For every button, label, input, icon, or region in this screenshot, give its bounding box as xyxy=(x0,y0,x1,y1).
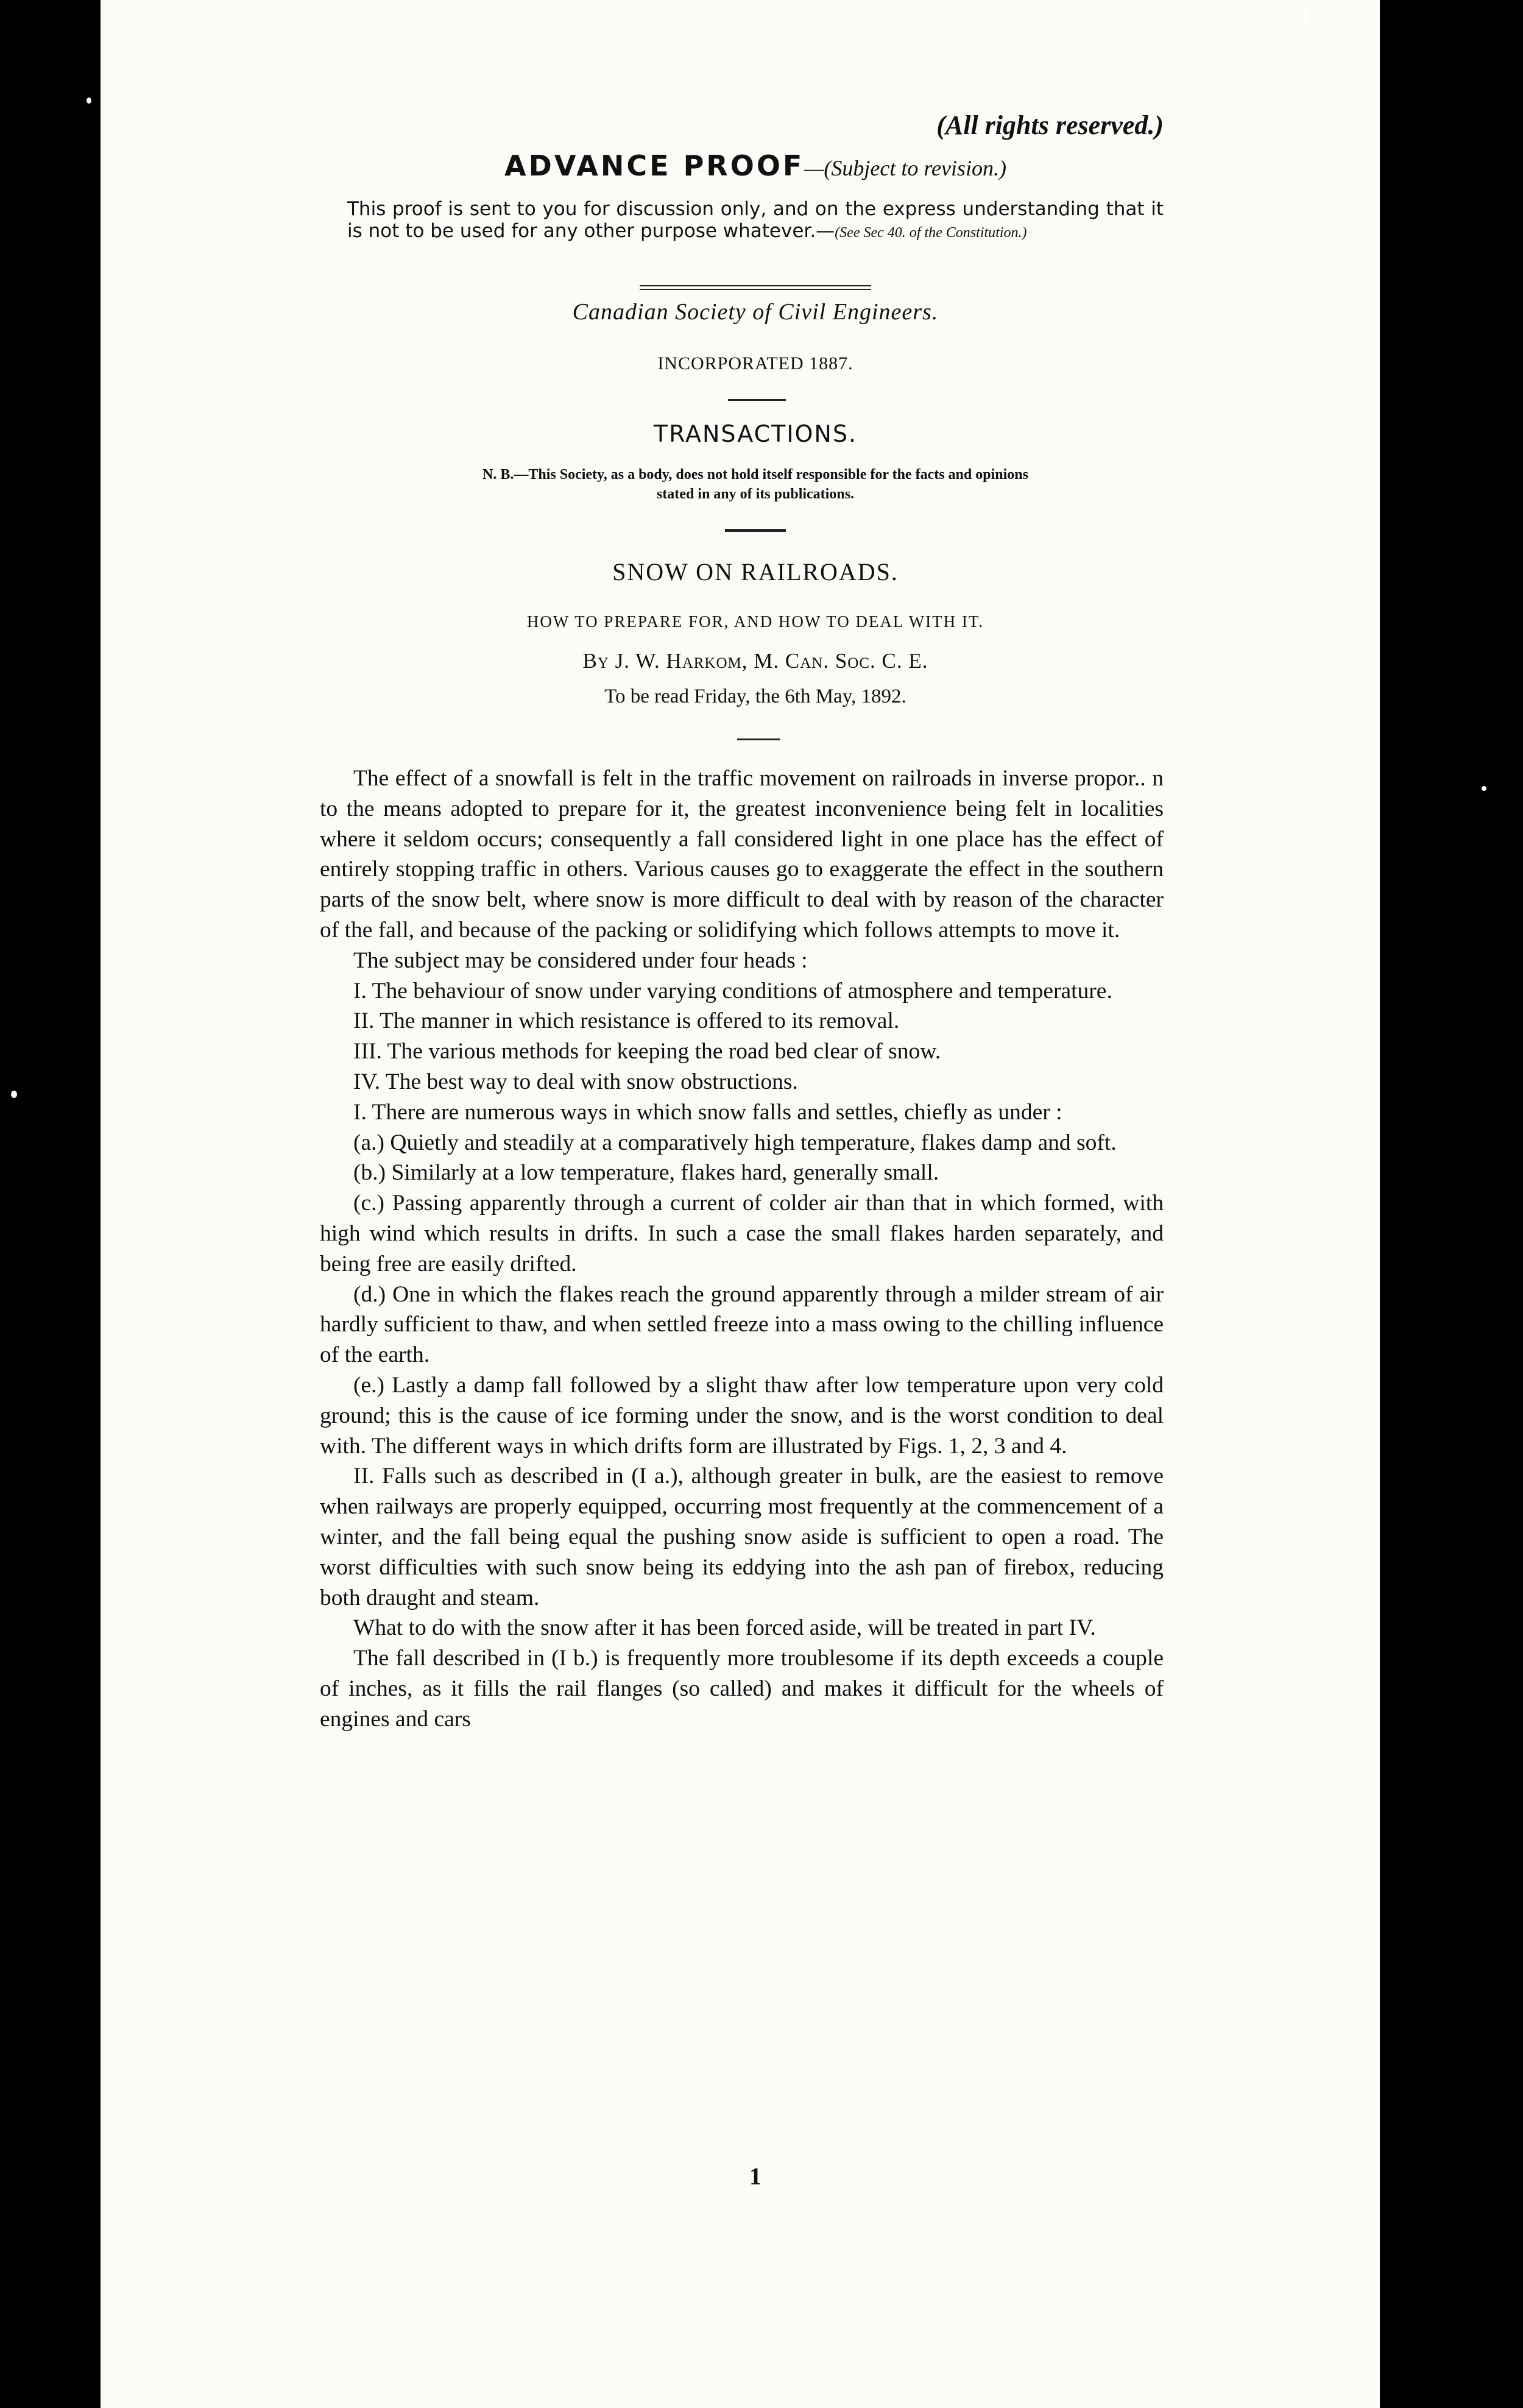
nb-disclaimer-line-2: stated in any of its publications. xyxy=(656,486,855,502)
paragraph: I. There are numerous ways in which snow falls and settles, chiefly as under : xyxy=(353,1099,1062,1125)
incorporated-line: INCORPORATED 1887. xyxy=(657,353,853,374)
paragraph: (c.) Passing apparently through a current of colder air than that in which formed, with high wind which results in drifts. In such a case the small flakes harden separately, and being free are easily drifted. xyxy=(320,1191,1164,1277)
transactions-heading: TRANSACTIONS. xyxy=(653,420,858,447)
advance-proof-title: ADVANCE PROOF xyxy=(504,149,805,182)
short-rule-1 xyxy=(728,399,786,401)
scan-speck xyxy=(87,97,91,104)
society-name: Canadian Society of Civil Engineers. xyxy=(572,299,939,325)
paper-subtitle: HOW TO PREPARE FOR, AND HOW TO DEAL WITH IT. xyxy=(526,612,984,631)
paragraph: The fall described in (I b.) is frequently more troublesome if its depth exceeds a couple of inches, as it fills the rail flanges (so called) and makes it difficult for the wheels of engines and cars xyxy=(320,1646,1164,1732)
paragraph: (e.) Lastly a damp fall followed by a slight thaw after low temperature upon very cold ground; this is the cause of ice forming under the snow, and is the worst condition to deal with. The different ways in which drifts form are illustrated by Figs. 1, 2, 3 and 4. xyxy=(320,1372,1164,1459)
scan-speck xyxy=(1304,11,1307,21)
paragraph: (b.) Similarly at a low temperature, flakes hard, generally small. xyxy=(353,1160,939,1186)
short-rule-3 xyxy=(737,738,780,740)
advance-proof-subject: —(Subject to revision.) xyxy=(804,156,1006,180)
paragraph: The subject may be considered under four heads : xyxy=(353,947,808,973)
nb-disclaimer-line-1: N. B.—This Society, as a body, does not hold itself responsible for the facts and opinions xyxy=(482,467,1028,483)
paragraph: II. The manner in which resistance is offered to its removal. xyxy=(353,1008,900,1034)
paper-title: SNOW ON RAILROADS. xyxy=(612,558,899,586)
paragraph: II. Falls such as described in (I a.), although greater in bulk, are the easiest to remove when railways are properly equipped, occurring most frequently at the commencement of a winter, and the fall being equal the pushing snow aside is sufficient to open a road. The worst difficulties with such snow being its eddying into the ash pan of firebox, reducing both draught and steam. xyxy=(320,1464,1164,1610)
paragraph: What to do with the snow after it has been forced aside, will be treated in part IV. xyxy=(353,1615,1096,1641)
paragraph: IV. The best way to deal with snow obstructions. xyxy=(353,1069,798,1094)
paper-byline: By J. W. Harkom, M. Can. Soc. C. E. xyxy=(582,649,928,673)
paragraph: (d.) One in which the flakes reach the ground apparently through a milder stream of air hardly sufficient to thaw, and when settled freeze into a mass owing to the chilling influence of the earth. xyxy=(320,1281,1164,1368)
constitution-reference: (See Sec 40. of the Constitution.) xyxy=(835,225,1027,241)
body-text xyxy=(320,763,1164,1735)
paragraph: I. The behaviour of snow under varying conditions of atmosphere and temperature. xyxy=(353,978,1112,1004)
double-rule-bottom xyxy=(640,289,871,290)
page-number: 1 xyxy=(749,2162,762,2190)
paragraph: III. The various methods for keeping the road bed clear of snow. xyxy=(353,1039,941,1064)
advance-proof-heading xyxy=(347,149,1164,182)
scan-speck xyxy=(1482,786,1486,791)
double-rule-top xyxy=(640,285,871,286)
rights-reserved-note: (All rights reserved.) xyxy=(936,110,1164,140)
document-page xyxy=(101,0,1380,2408)
proof-notice xyxy=(347,198,1164,244)
paper-read-date: To be read Friday, the 6th May, 1892. xyxy=(604,685,906,707)
short-rule-2 xyxy=(725,529,786,532)
nb-disclaimer xyxy=(347,465,1164,504)
paragraph: The effect of a snowfall is felt in the traffic movement on railroads in inverse propor.. n to the means adopted to prepare for it, the greatest inconvenience being felt in localities where it seldom occurs; consequently a fall considered light in one place has the effect of entirely stopping traffic in others. Various causes go to exaggerate the effect in the southern parts of the snow belt, where snow is more difficult to deal with by reason of the character of the fall, and because of the packing or solidifying which follows attempts to move it. xyxy=(320,766,1164,943)
scan-speck xyxy=(11,1091,17,1098)
paragraph: (a.) Quietly and steadily at a comparatively high temperature, flakes damp and soft. xyxy=(353,1130,1117,1155)
proof-notice-text: This proof is sent to you for discussion only, and on the express understanding that it is not to be used for any other purpose whatever.— xyxy=(347,198,1164,242)
